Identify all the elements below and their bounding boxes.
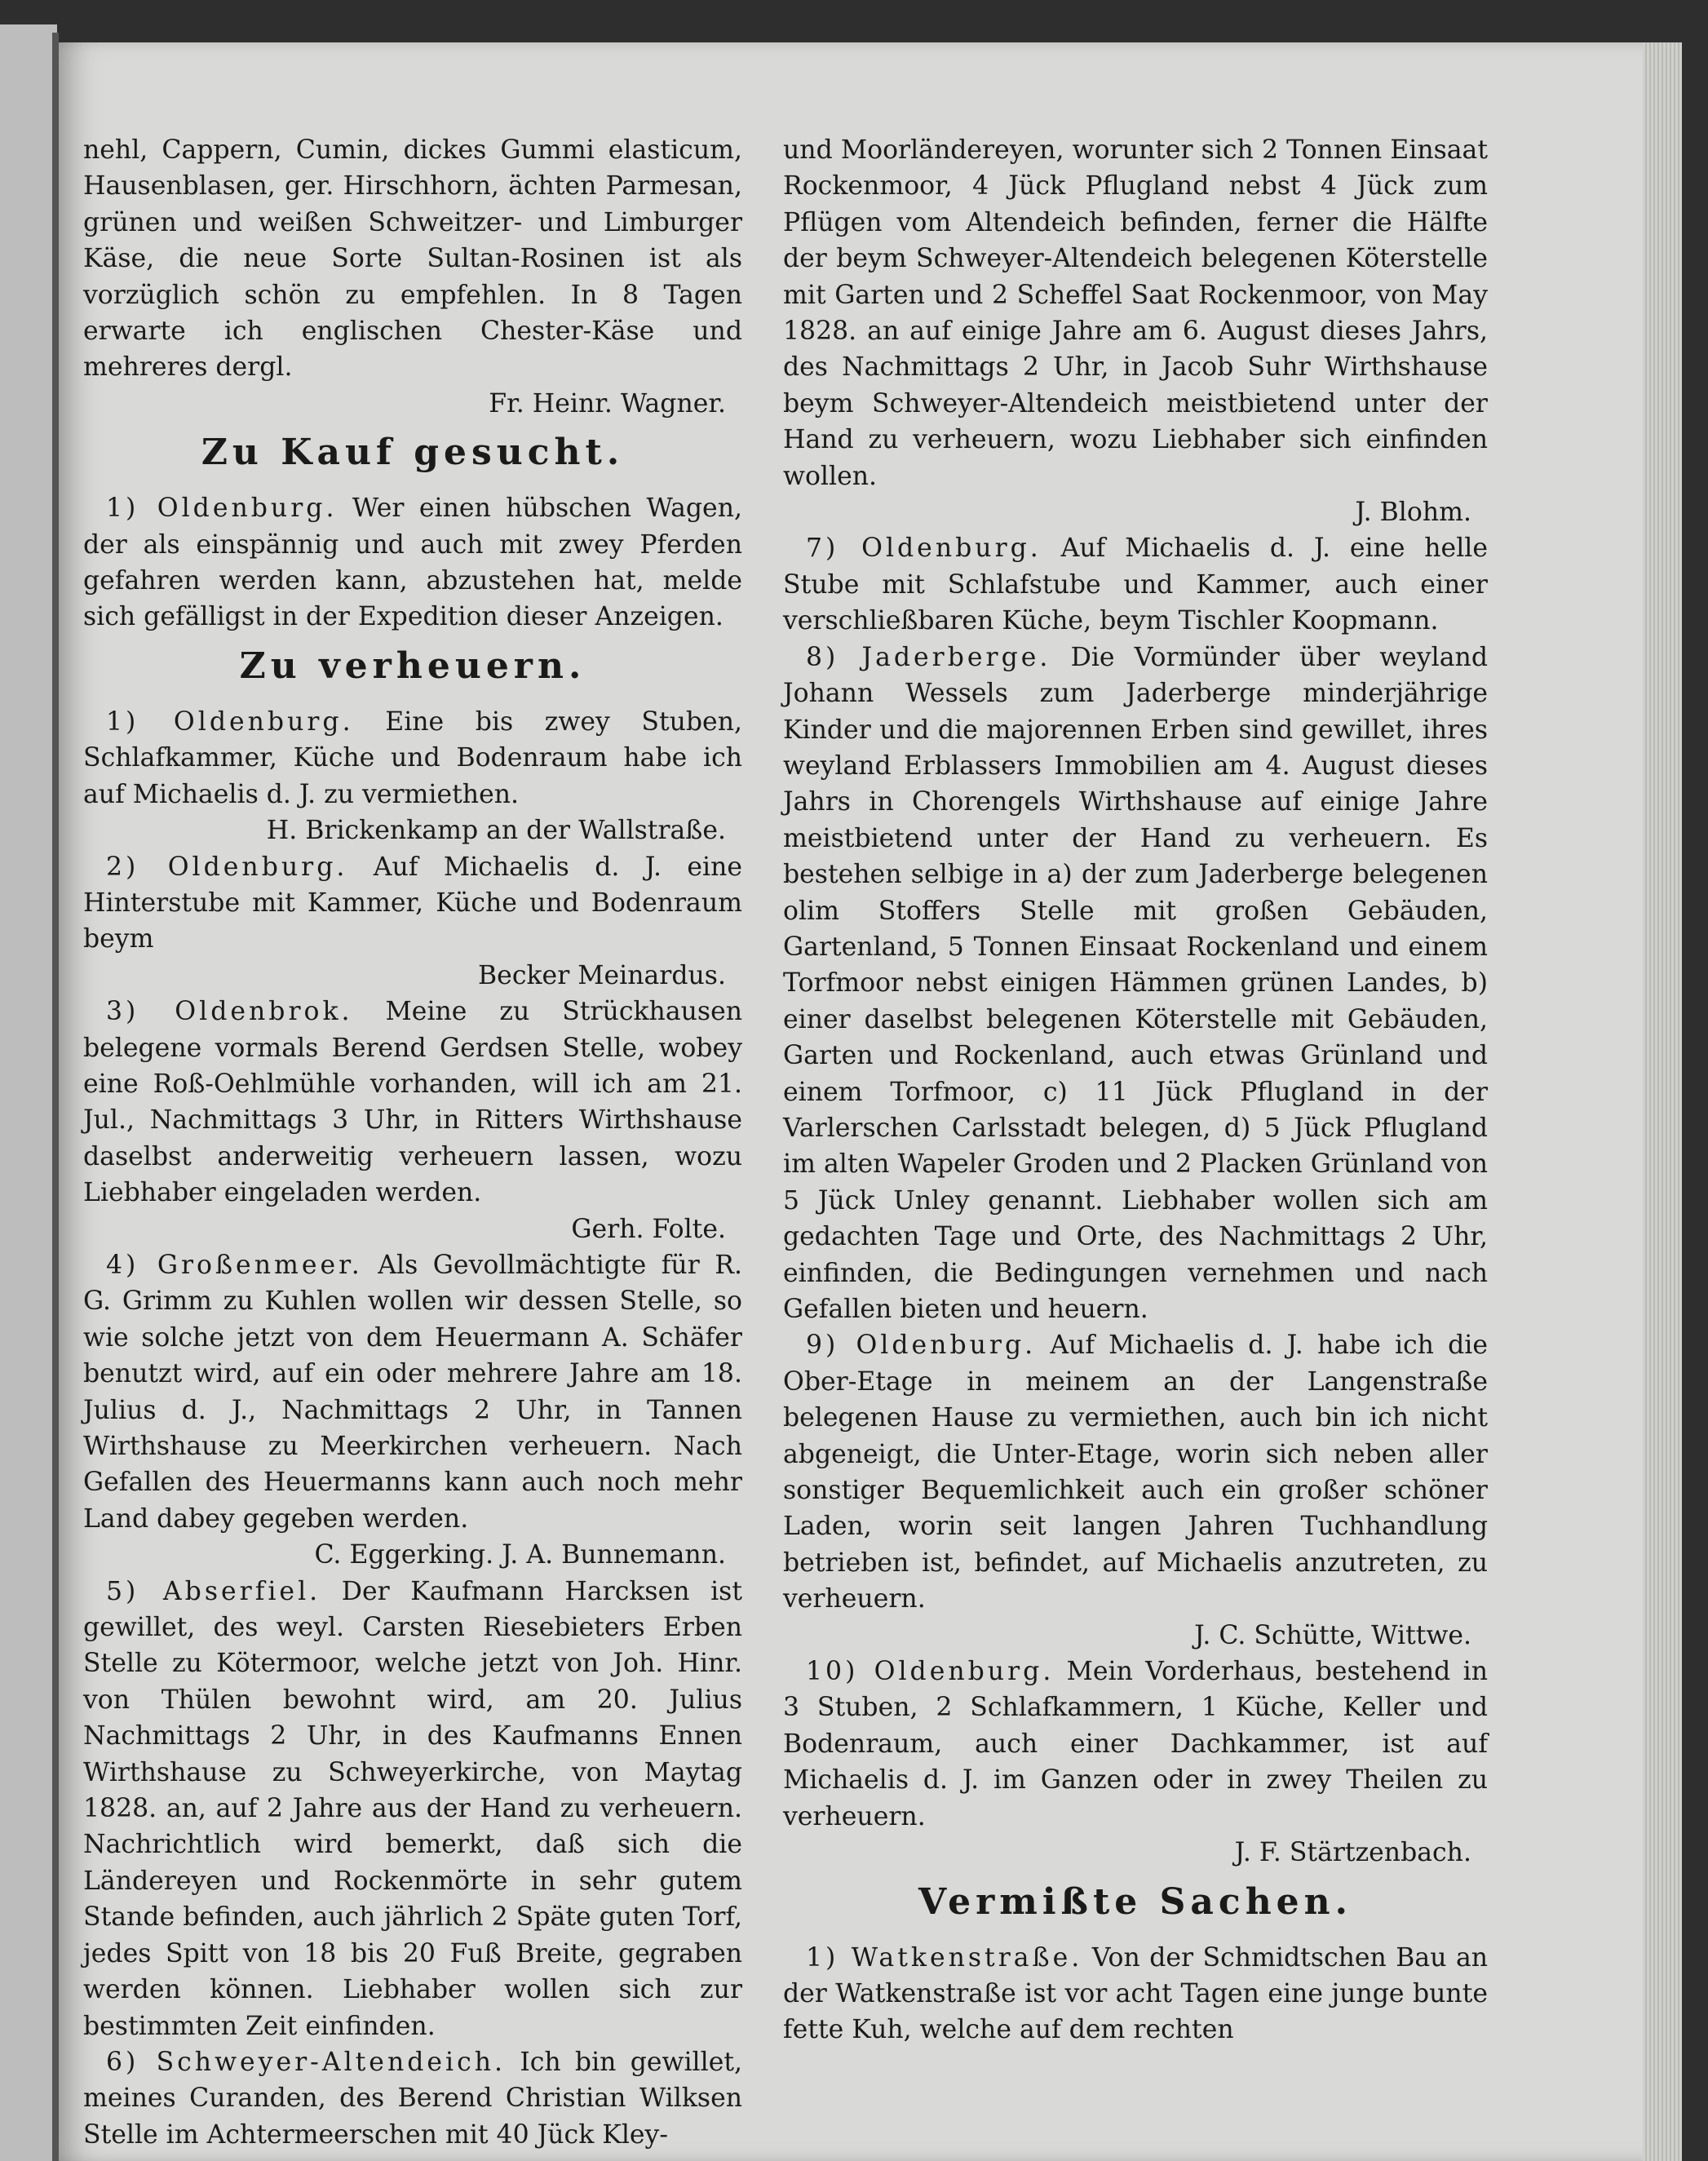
notice-vs1 xyxy=(783,1940,1488,2048)
newspaper-page xyxy=(59,42,1682,2161)
notice-place: 9) Oldenburg. xyxy=(806,1331,1037,1361)
notice-place: 6) Schweyer-Altendeich. xyxy=(106,2047,507,2077)
notice-v6-signature: J. Blohm. xyxy=(1355,498,1471,528)
notice-text: Auf Michaelis d. J. eine helle Stube mit Schlafstube und Kammer, auch einer verschließbaren Küche, beym Tischler Koopmann. xyxy=(783,534,1488,636)
notice-v8 xyxy=(783,640,1488,1328)
notice-place: 8) Jaderberge. xyxy=(806,642,1051,672)
heading-zu-verheuern: Zu verheuern. xyxy=(239,644,586,687)
notice-v4-signature: C. Eggerking. J. A. Bunnemann. xyxy=(314,1540,726,1570)
notice-v10 xyxy=(783,1654,1488,1835)
notice-v6 xyxy=(83,2044,742,2153)
previous-page-edge xyxy=(0,24,57,2161)
notice-text: Der Kaufmann Harcksen ist gewillet, des weyl. Carsten Riesebieters Erben Stelle zu Kötermoor, welche jetzt von Joh. Hinr. von Thülen bewohnt wird, am 20. Julius Nachmittags 2 Uhr, in des Kaufmanns Ennen Wirthshause zu Schweyerkirche, von Maytag 1828. an, auf 2 Jahre aus der Hand zu verheuern. Nachrichtlich wird bemerkt, daß sich die Ländereyen und Rockenmörte in sehr gutem Stande befinden, auch jährlich 2 Späte guten Torf, jedes Spitt von 18 bis 20 Fuß Breite, gegraben werden können. Liebhaber wollen sich zur bestimmten Zeit einfinden. xyxy=(83,1576,742,2041)
notice-v10-signature: J. F. Stärtzenbach. xyxy=(1234,1838,1471,1868)
notice-place: 7) Oldenburg. xyxy=(806,534,1042,564)
notice-text: Mein Vorderhaus, bestehend in 3 Stuben, 2 Schlafkammern, 1 Küche, Keller und Bodenraum, auch einer Dachkammer, ist auf Michaelis d. J. im Ganzen oder in zwey Theilen zu verheuern. xyxy=(783,1657,1488,1831)
notice-text: Wer einen hübschen Wagen, der als einspännig und auch mit zwey Pferden gefahren werden kann, abzustehen hat, melde sich gefälligst in der Expedition dieser Anzeigen. xyxy=(83,494,742,632)
notice-v1-signature: H. Brickenkamp an der Wallstraße. xyxy=(266,816,726,846)
notice-v3-signature: Gerh. Folte. xyxy=(571,1214,726,1244)
notice-place: 4) Großenmeer. xyxy=(106,1250,363,1280)
notice-text: Auf Michaelis d. J. eine Hinterstube mit Kammer, Küche und Bodenraum beym xyxy=(83,852,742,954)
notice-place: 3) Oldenbrok. xyxy=(106,997,353,1027)
notice-v3 xyxy=(83,994,742,1211)
notice-place: 1) Oldenburg. xyxy=(106,494,338,524)
notice-place: 1) Watkenstraße. xyxy=(806,1942,1083,1973)
notice-v2 xyxy=(83,849,742,958)
notice-text: Als Gevollmächtigte für R. G. Grimm zu Kuhlen wollen wir dessen Stelle, so wie solche jetzt von dem Heuermann A. Schäfer benutzt wird, auf ein oder mehrere Jahre am 18. Julius d. J., Nachmittags 2 Uhr, in Tannen Wirthshause zu Meerkirchen verheuern. Nach Gefallen des Heuermanns kann auch noch mehr Land dabey gegeben werden. xyxy=(83,1250,743,1534)
page-edge-stack xyxy=(1643,42,1682,2161)
book-spine xyxy=(52,33,59,2161)
notice-text: Ich bin gewillet, meines Curanden, des Berend Christian Wilksen Stelle im Achtermeerschen mit 40 Jück Kley- xyxy=(83,2047,743,2150)
notice-text: Meine zu Strückhausen belegene vormals Berend Gerdsen Stelle, wobey eine Roß-Oehlmühle vorhanden, will ich am 21. Jul., Nachmittags 3 Uhr, in Ritters Wirthshause daselbst anderweitig verheuern lassen, wozu Liebhaber eingeladen werden. xyxy=(83,997,743,1208)
intro-signature: Fr. Heinr. Wagner. xyxy=(489,388,726,418)
notice-zk1 xyxy=(83,490,742,635)
notice-v1 xyxy=(83,704,742,813)
left-column xyxy=(83,132,742,2153)
notice-text: Von der Schmidtschen Bau an der Watkenstraße ist vor acht Tagen eine junge bunte fette Kuh, welche auf dem rechten xyxy=(783,1942,1489,2045)
notice-v9 xyxy=(783,1327,1488,1617)
notice-place: 2) Oldenburg. xyxy=(106,852,348,882)
notice-v6-continued: und Moorländereyen, worunter sich 2 Tonnen Einsaat Rockenmoor, 4 Jück Pflugland nebst 4 Jück zum Pflügen vom Altendeich befinden, ferner die Hälfte der beym Schweyer-Altendeich belegenen Köterstelle mit Garten und 2 Scheffel Saat Rockenmoor, von May 1828. an auf einige Jahre am 6. August dieses Jahrs, des Nachmittags 2 Uhr, in Jacob Suhr Wirthshause beym Schweyer-Altendeich meistbietend unter der Hand zu verheuern, wozu Liebhaber sich einfinden wollen. xyxy=(783,135,1488,491)
notice-v7 xyxy=(783,530,1488,639)
notice-v4 xyxy=(83,1247,742,1537)
notice-place: 5) Abserfiel. xyxy=(106,1576,321,1606)
heading-vermisste-sachen: Vermißte Sachen. xyxy=(918,1880,1352,1923)
intro-paragraph: nehl, Cappern, Cumin, dickes Gummi elasticum, Hausenblasen, ger. Hirschhorn, ächten Parmesan, grünen und weißen Schweitzer- und Limburger Käse, die neue Sorte Sultan-Rosinen ist als vorzüglich schön zu empfehlen. In 8 Tagen erwarte ich englischen Chester-Käse und mehreres dergl. xyxy=(83,135,742,383)
notice-place: 10) Oldenburg. xyxy=(806,1657,1055,1687)
heading-zu-kauf-gesucht: Zu Kauf gesucht. xyxy=(201,432,625,474)
notice-text: Die Vormünder über weyland Johann Wessels zum Jaderberge minderjährige Kinder und die majorennen Erben sind gewillet, ihres weyland Erblassers Immobilien am 4. August dieses Jahrs in Chorengels Wirthshause auf einige Jahre meistbietend unter der Hand zu verheuern. Es bestehen selbige in a) der zum Jaderberge belegenen olim Stoffers Stelle mit großen Gebäuden, Gartenland, 5 Tonnen Einsaat Rockenland und einem Torfmoor nebst einigen Hämmen grünen Landes, b) einer daselbst belegenen Köterstelle mit Gebäuden, Garten und Rockenland, auch etwas Grünland und einem Torfmoor, c) 11 Jück Pflugland in der Varlerschen Carlsstadt belegen, d) 5 Jück Pflugland im alten Wapeler Groden und 2 Placken Grünland von 5 Jück Unley genannt. Liebhaber wollen sich am gedachten Tage und Orte, des Nachmittags 2 Uhr, einfinden, die Bedingungen vernehmen und nach Gefallen bieten und heuern. xyxy=(783,642,1488,1324)
right-column xyxy=(783,132,1488,2048)
notice-place: 1) Oldenburg. xyxy=(106,706,354,737)
notice-v9-signature: J. C. Schütte, Wittwe. xyxy=(1194,1620,1471,1650)
notice-text: Eine bis zwey Stuben, Schlafkammer, Küche und Bodenraum habe ich auf Michaelis d. J. zu vermiethen. xyxy=(83,706,742,809)
notice-v2-signature: Becker Meinardus. xyxy=(478,960,726,990)
notice-v5 xyxy=(83,1574,742,2044)
notice-text: Auf Michaelis d. J. habe ich die Ober-Etage in meinem an der Langenstraße belegenen Hause zu vermiethen, auch bin ich nicht abgeneigt, die Unter-Etage, worin sich neben aller sonstiger Bequemlichkeit auch ein großer schöner Laden, worin seit langen Jahren Tuchhandlung betrieben ist, befindet, auf Michaelis anzutreten, zu verheuern. xyxy=(783,1331,1488,1614)
